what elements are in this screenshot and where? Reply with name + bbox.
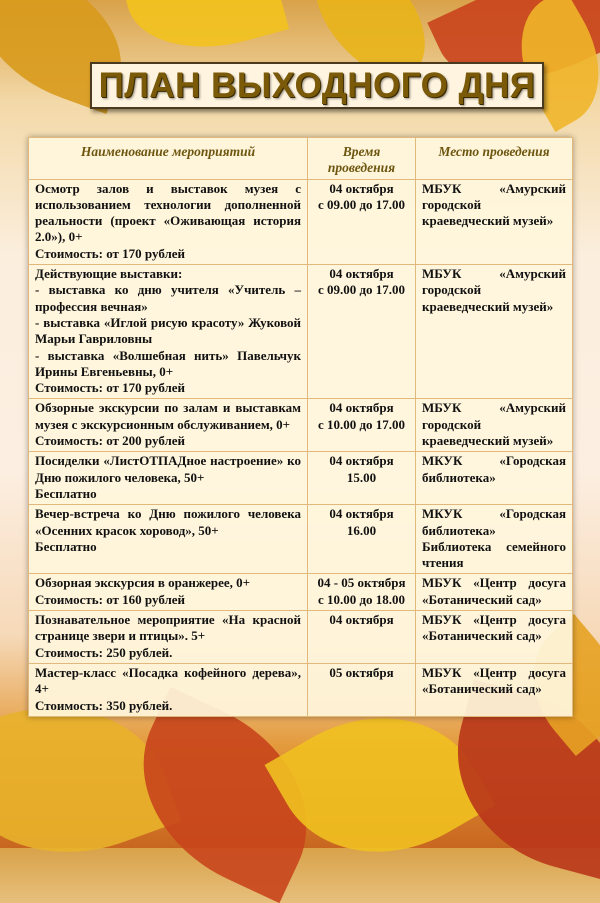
event-place-text: МБУК «Центр досуга «Ботанический сад»: [422, 575, 566, 607]
page-title: ПЛАН ВЫХОДНОГО ДНЯ: [98, 65, 536, 105]
event-name-cell: [29, 505, 308, 574]
event-place-cell: [416, 611, 573, 664]
table-header-row: [29, 138, 573, 180]
event-time-cell: [308, 574, 416, 611]
table-row: [29, 611, 573, 664]
event-place-text: МБУК «Амурский городской краеведческий музей»: [422, 266, 566, 314]
event-name-text: Бесплатно: [35, 538, 97, 554]
column-header-place: Место проведения: [416, 138, 573, 180]
event-name-text: Действующие выставки:: [35, 266, 183, 282]
event-place-cell: [416, 399, 573, 452]
table-row: [29, 574, 573, 611]
event-name-cell: [29, 399, 308, 452]
event-time-text: с 10.00 до 18.00: [317, 591, 406, 607]
event-name-text: Стоимость: от 160 рублей: [35, 591, 186, 607]
event-place-cell: [416, 179, 573, 264]
event-time-text: 04 октября: [329, 180, 394, 196]
event-time-text: 04 - 05 октября: [317, 575, 406, 591]
table-row: [29, 452, 573, 505]
event-name-cell: [29, 179, 308, 264]
event-time-text: 04 октября: [329, 400, 394, 416]
event-time-cell: [308, 179, 416, 264]
event-place-cell: [416, 505, 573, 574]
event-place-text: МБУК «Амурский городской краеведческий музей»: [422, 180, 566, 229]
event-time-text: 16.00: [346, 522, 377, 538]
event-time-text: 04 октября: [329, 453, 394, 469]
table-row: [29, 505, 573, 574]
event-name-cell: [29, 265, 308, 399]
event-time-cell: [308, 452, 416, 505]
event-place-cell: [416, 452, 573, 505]
event-name-text: Стоимость: 250 рублей.: [35, 644, 173, 660]
event-name-text: Стоимость: от 170 рублей: [35, 380, 186, 396]
event-place-text: МБУК «Центр досуга «Ботанический сад»: [422, 612, 566, 644]
event-place-text: МБУК «Центр досуга «Ботанический сад»: [422, 664, 566, 697]
event-name-text: - выставка «Волшебная нить» Павельчук Ирины Евгеньевны, 0+: [35, 347, 301, 379]
event-time-text: 15.00: [346, 469, 377, 485]
event-name-cell: [29, 574, 308, 611]
event-time-cell: [308, 611, 416, 664]
event-name-cell: [29, 452, 308, 505]
event-place-cell: [416, 265, 573, 399]
event-name-text: Бесплатно: [35, 485, 97, 501]
leaf-decoration: [121, 0, 289, 68]
column-header-time: Время проведения: [308, 138, 416, 180]
event-name-text: Стоимость: от 170 рублей: [35, 245, 186, 261]
event-name-text: Посиделки «ЛистОТПАДное настроение» ко Дню пожилого человека, 50+: [35, 453, 301, 485]
event-time-text: 05 октября: [329, 664, 394, 680]
event-time-cell: [308, 505, 416, 574]
event-time-text: 04 октября: [329, 612, 394, 628]
event-place-text: Библиотека семейного чтения: [422, 538, 566, 571]
event-name-text: Осмотр залов и выставок музея с использованием технологии дополненной реальности (проект «Оживающая история 2.0»), 0+: [35, 180, 301, 245]
table-row: [29, 663, 573, 716]
event-time-text: с 10.00 до 17.00: [317, 416, 406, 432]
event-name-text: - выставка «Иглой рисую красоту» Жуковой Марьи Гавриловны: [35, 314, 301, 347]
event-place-cell: [416, 663, 573, 716]
table-row: [29, 265, 573, 399]
event-place-text: МБУК «Амурский городской краеведческий музей»: [422, 400, 566, 449]
event-time-text: с 09.00 до 17.00: [317, 196, 406, 212]
event-name-text: Познавательное мероприятие «На красной странице звери и птицы». 5+: [35, 612, 301, 644]
event-time-cell: [308, 265, 416, 399]
events-table: [28, 137, 573, 717]
event-name-text: Стоимость: от 200 рублей: [35, 433, 186, 449]
event-name-text: Мастер-класс «Посадка кофейного дерева», 4+: [35, 664, 301, 697]
event-time-text: 04 октября: [329, 266, 394, 282]
event-name-text: Обзорная экскурсия в оранжерее, 0+: [35, 575, 251, 591]
event-time-text: с 09.00 до 17.00: [317, 282, 406, 298]
event-place-cell: [416, 574, 573, 611]
event-name-text: Обзорные экскурсии по залам и выставкам музея с экскурсионным обслуживанием, 0+: [35, 400, 301, 432]
event-name-text: - выставка ко дню учителя «Учитель – профессия вечная»: [35, 282, 301, 314]
event-place-text: МКУК «Городская библиотека»: [422, 453, 566, 485]
table-row: [29, 179, 573, 264]
event-time-text: 04 октября: [329, 506, 394, 522]
event-name-cell: [29, 611, 308, 664]
event-time-cell: [308, 663, 416, 716]
event-name-text: Вечер-встреча ко Дню пожилого человека «Осенних красок хоровод», 50+: [35, 506, 301, 538]
title-banner: [90, 62, 544, 109]
table-row: [29, 399, 573, 452]
event-name-text: Стоимость: 350 рублей.: [35, 697, 173, 713]
event-name-cell: [29, 663, 308, 716]
column-header-name: Наименование мероприятий: [29, 138, 308, 180]
event-place-text: МКУК «Городская библиотека»: [422, 506, 566, 538]
event-time-cell: [308, 399, 416, 452]
